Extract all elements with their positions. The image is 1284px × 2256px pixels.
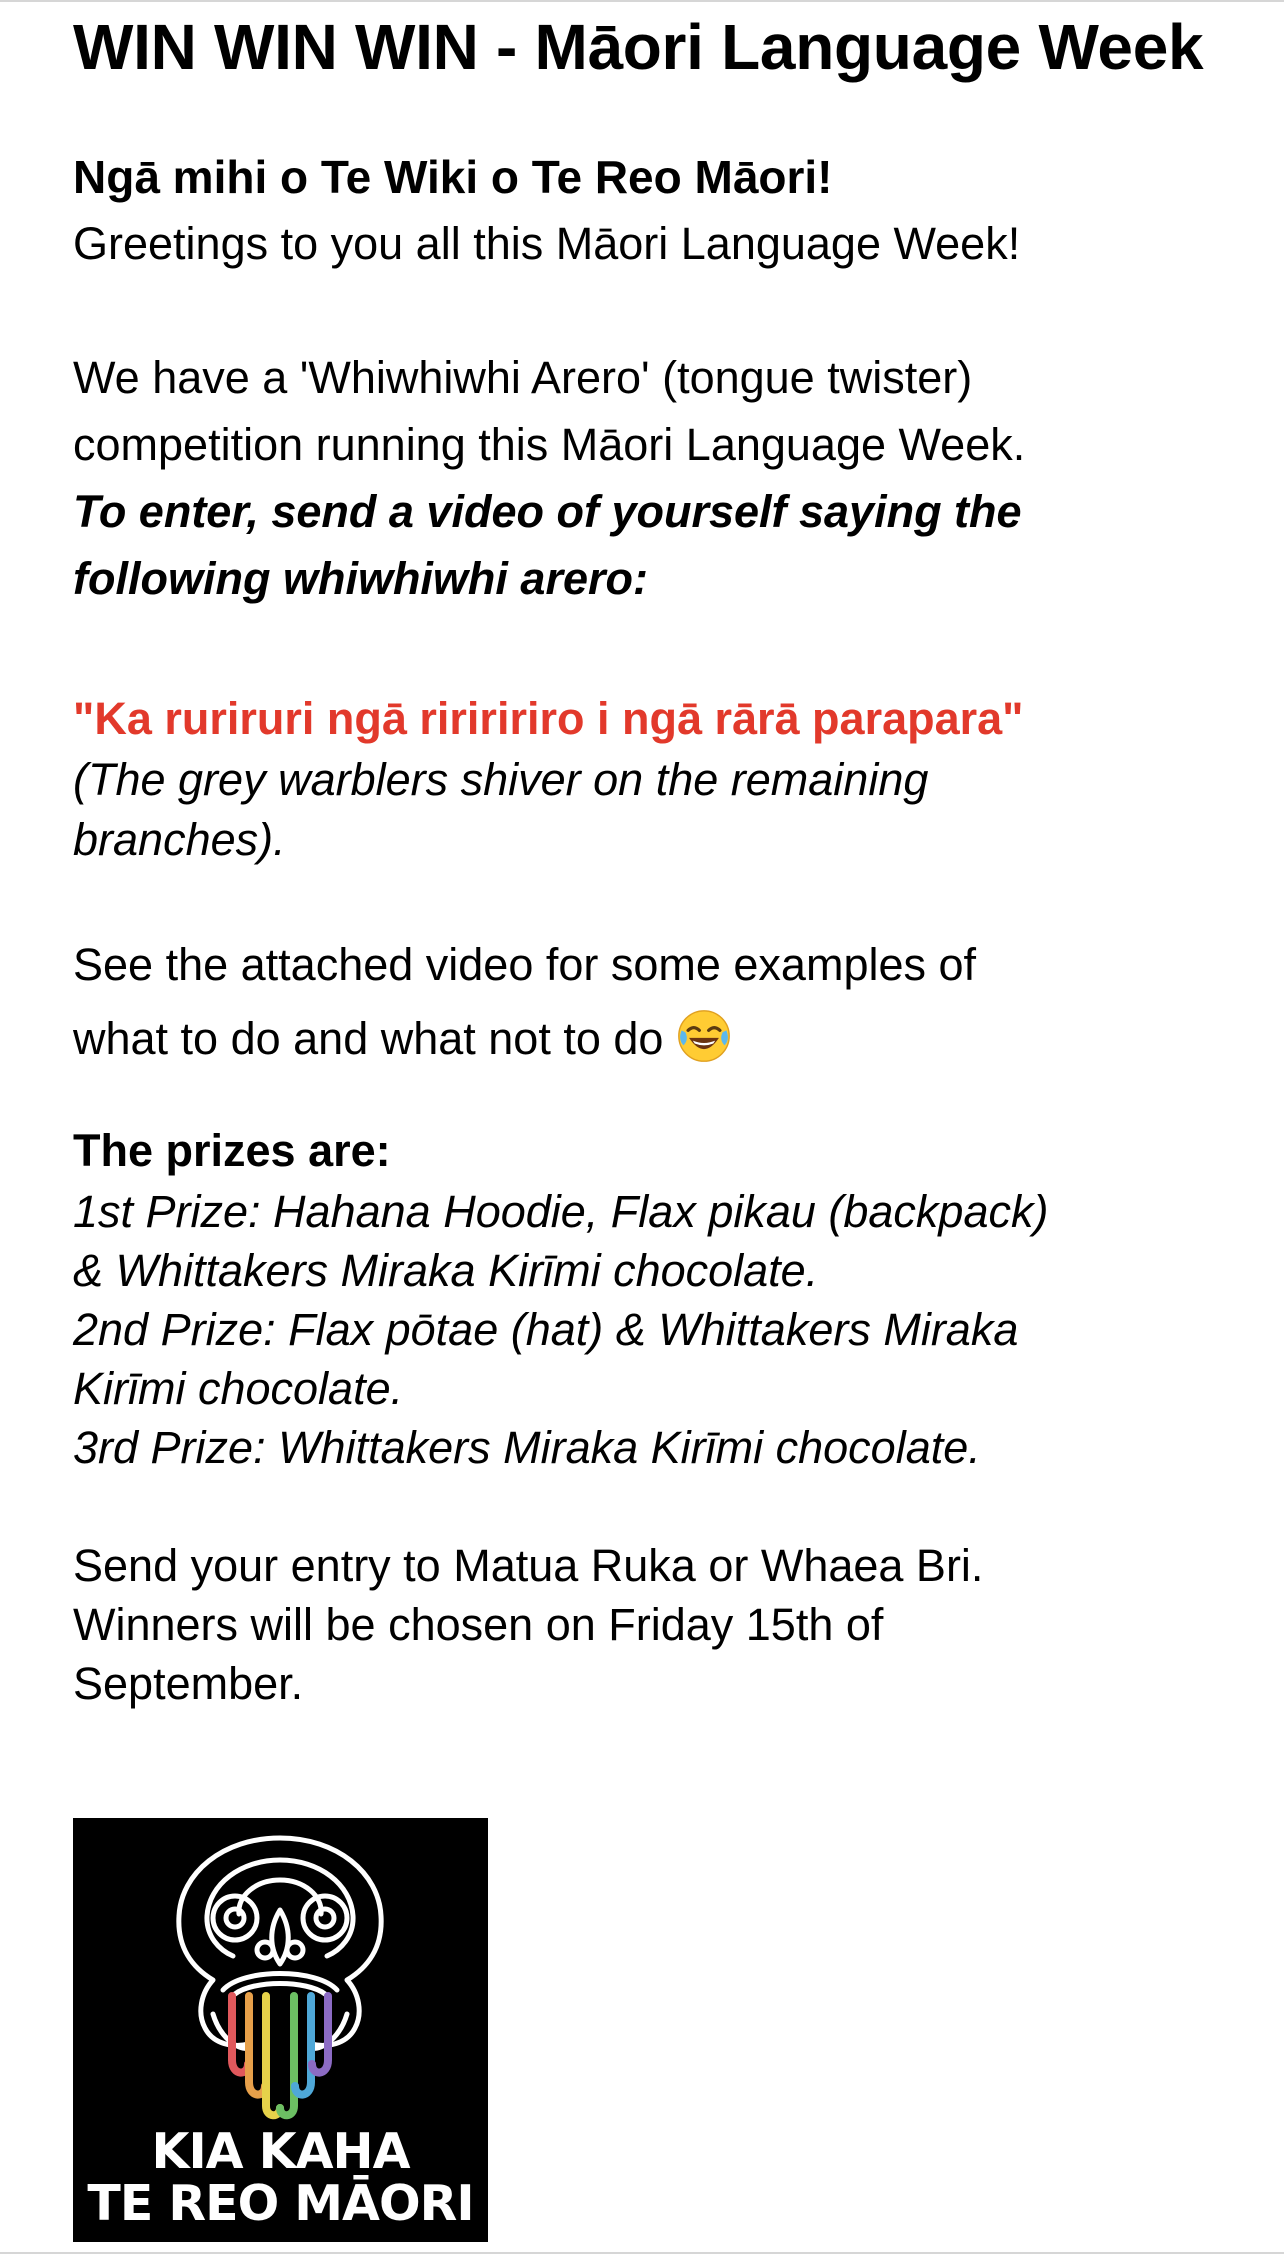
prize-third: 3rd Prize: Whittakers Miraka Kirīmi chocolate. [73,1422,981,1473]
twister-translation: (The grey warblers shiver on the remaining [73,754,929,805]
winners-note: September. [73,1658,304,1709]
post-title: WIN WIN WIN - Māori Language Week [73,11,1204,83]
kia-kaha-te-reo-maori-logo[interactable] [73,1818,488,2242]
spacer [73,277,1223,344]
spacer [73,1076,1223,1120]
prize-second: 2nd Prize: Flax pōtae (hat) & Whittakers Miraka [73,1304,1019,1355]
logo-text-line2: TE REO MĀORI [87,2175,474,2232]
intro-line: We have a 'Whiwhiwhi Arero' (tongue twister) [73,352,973,403]
tongue-twister: "Ka ruriruri ngā ririririro i ngā rārā parapara" [73,693,1024,744]
greeting-heading: Ngā mihi o Te Wiki o Te Reo Māori! [73,151,833,203]
winners-note: Winners will be chosen on Friday 15th of [73,1599,884,1650]
spacer [73,612,1223,688]
logo-text-line1: KIA KAHA [151,2123,410,2180]
entry-instruction: following whiwhiwhi arero: [73,553,648,604]
bottom-divider [0,2252,1284,2254]
spacer [73,870,1223,928]
entry-instruction: To enter, send a video of yourself saying the [73,486,1022,537]
intro-line: competition running this Māori Language Week. [73,419,1026,470]
prize-first: & Whittakers Miraka Kirīmi chocolate. [73,1245,819,1296]
video-note: See the attached video for some examples of [73,939,977,990]
spacer [73,1477,1223,1536]
prizes-heading: The prizes are: [73,1125,391,1176]
greeting-line: Greetings to you all this Māori Language Week! [73,218,1021,269]
video-note-text: what to do and what not to do [73,1013,664,1064]
send-entry-note: Send your entry to Matua Ruka or Whaea Bri. [73,1540,984,1591]
twister-translation: branches). [73,814,286,865]
video-note-line [73,1002,1223,1076]
prize-first: 1st Prize: Hahana Hoodie, Flax pikau (backpack) [73,1186,1049,1237]
prize-second: Kirīmi chocolate. [73,1363,404,1414]
tears-of-joy-emoji-icon [676,1008,732,1064]
post-body [73,0,1223,1713]
